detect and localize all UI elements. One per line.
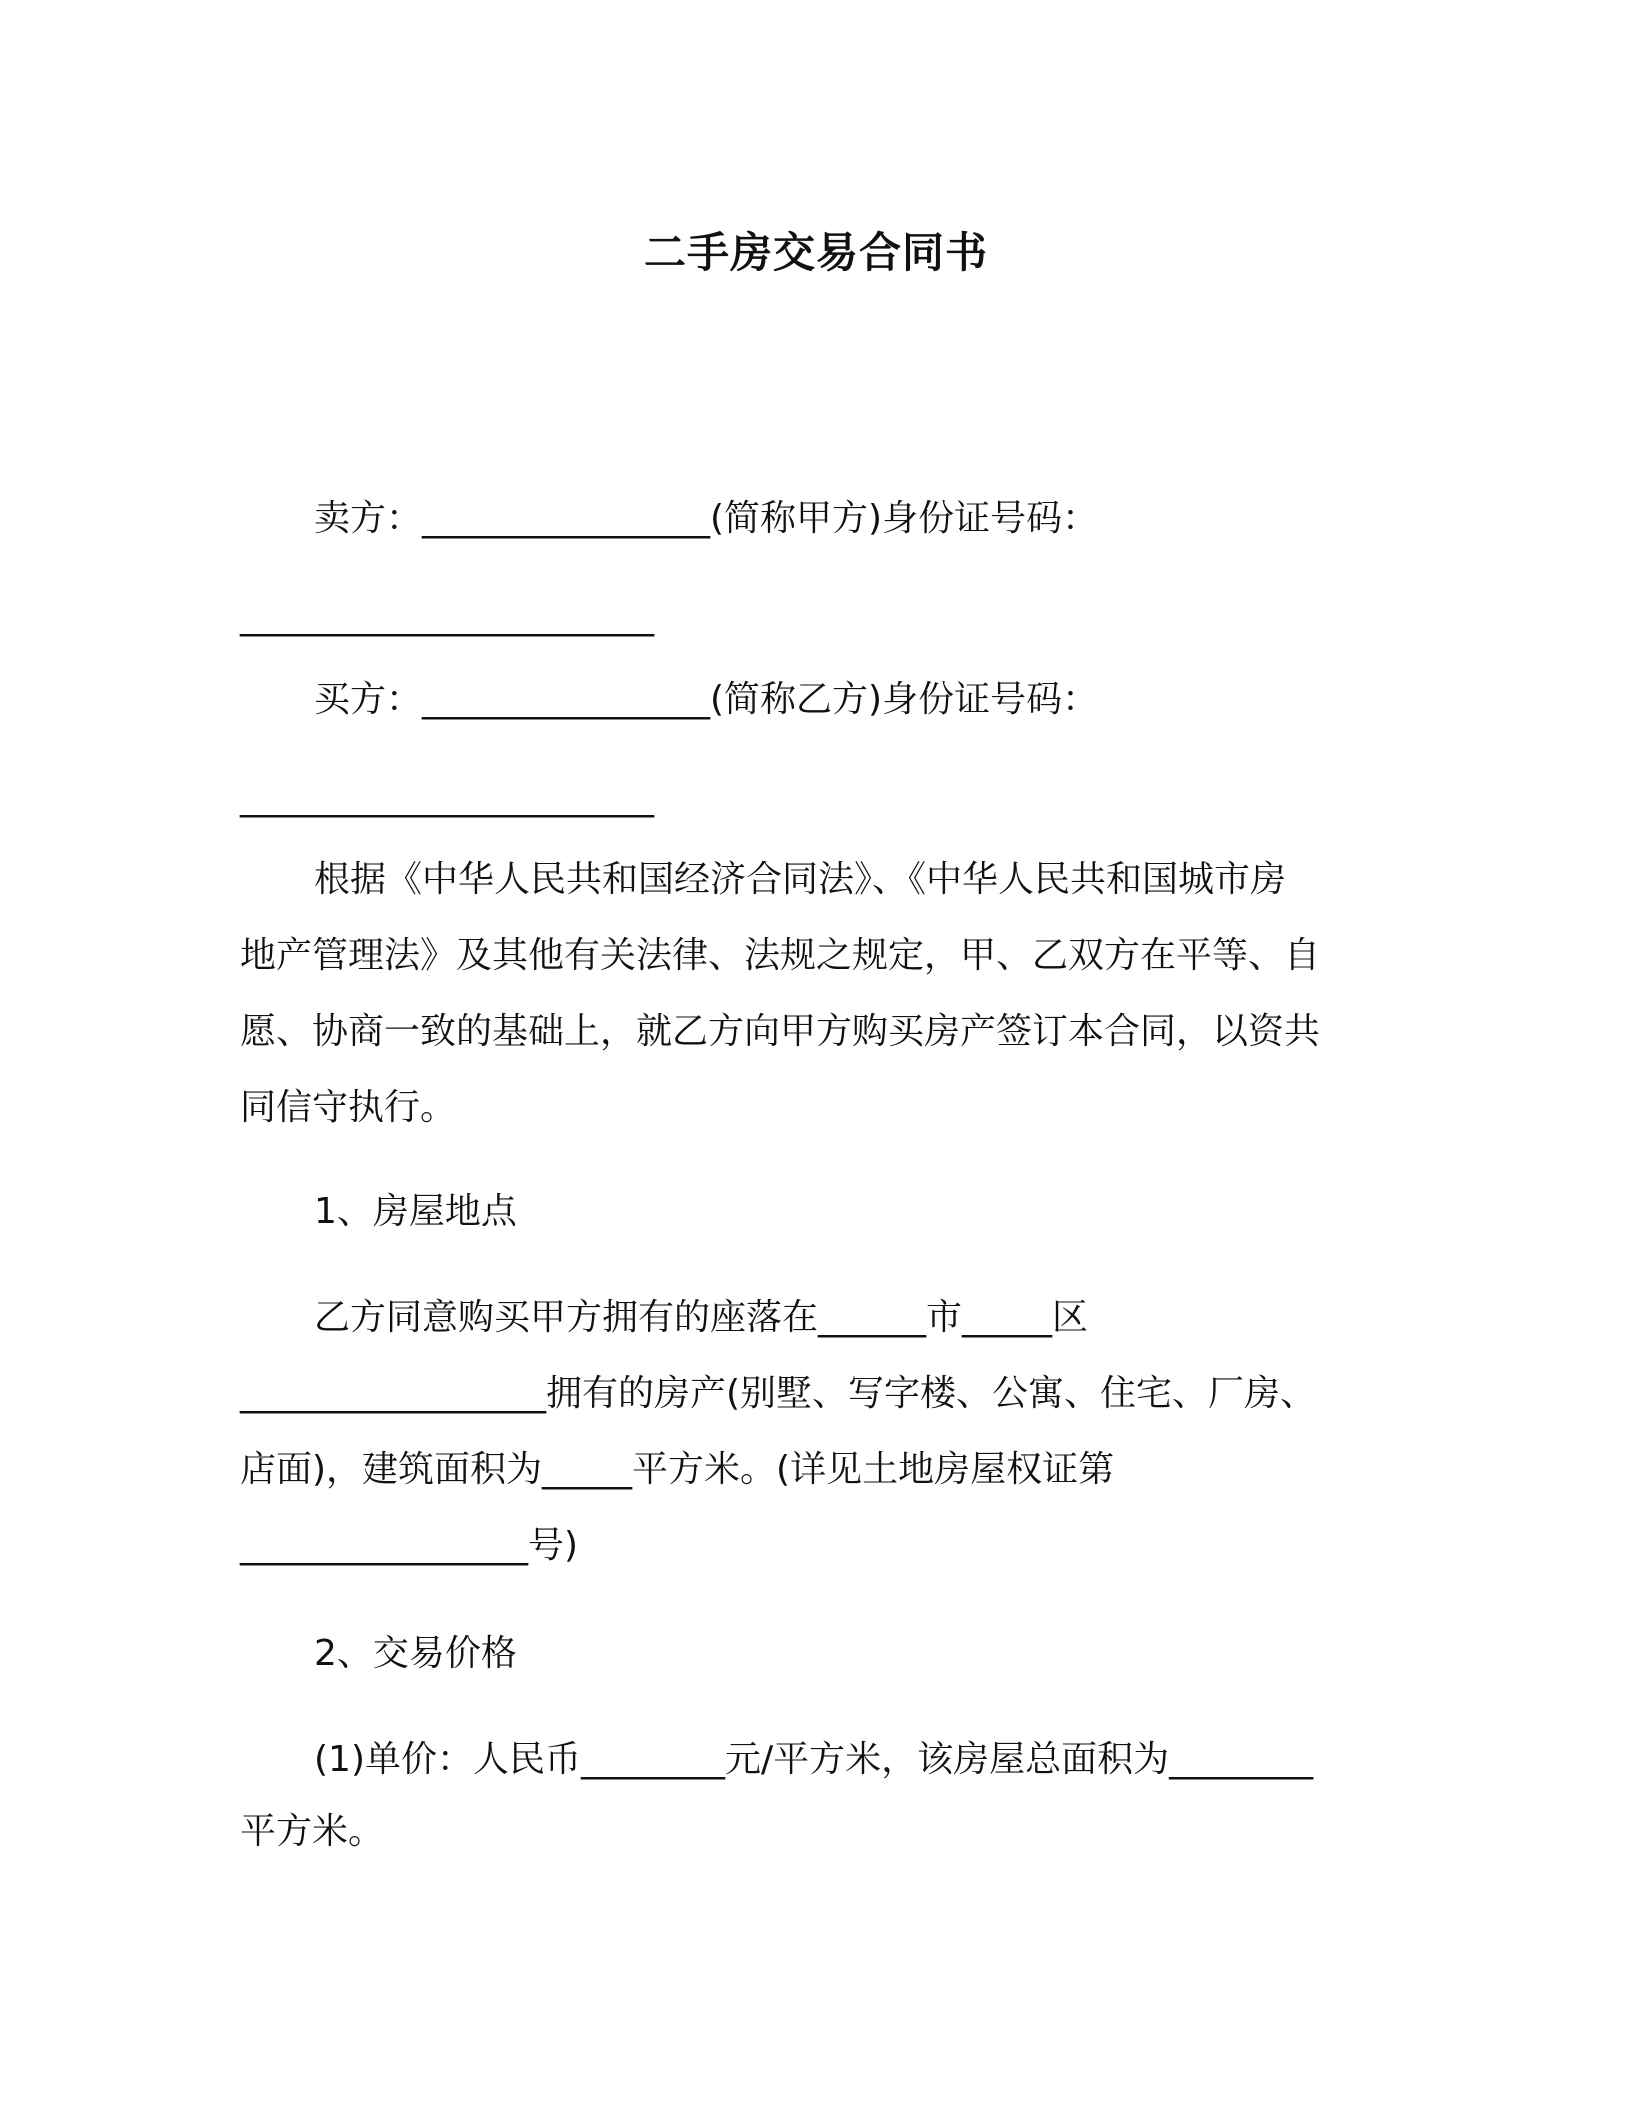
- location-line-3: 店面)，建筑面积为_____平方米。(详见土地房屋权证第: [240, 1449, 1115, 1490]
- preamble-line-3: 愿、协商一致的基础上，就乙方向甲方购买房产签订本合同，以资共: [240, 1011, 1321, 1052]
- location-line-2: _________________拥有的房产(别墅、写字楼、公寓、住宅、厂房、: [240, 1373, 1317, 1414]
- document-title: 二手房交易合同书: [643, 228, 988, 277]
- buyer-id-blank: _______________________: [240, 777, 654, 818]
- preamble-line-1: 根据《中华人民共和国经济合同法》、《中华人民共和国城市房: [314, 859, 1287, 900]
- price-line-2: 平方米。: [240, 1811, 385, 1852]
- price-line-1: (1)单价：人民币________元/平方米，该房屋总面积为________: [314, 1739, 1314, 1780]
- section-heading-location: 1、房屋地点: [314, 1191, 517, 1232]
- preamble-line-2: 地产管理法》及其他有关法律、法规之规定，甲、乙双方在平等、自: [240, 935, 1321, 976]
- location-line-1: 乙方同意购买甲方拥有的座落在______市_____区: [314, 1297, 1089, 1338]
- section-heading-price: 2、交易价格: [314, 1633, 517, 1674]
- seller-line: 卖方：________________(简称甲方)身份证号码：: [314, 498, 1099, 539]
- buyer-line: 买方：________________(简称乙方)身份证号码：: [314, 679, 1099, 720]
- location-line-4: ________________号): [240, 1525, 579, 1566]
- seller-id-blank: _______________________: [240, 596, 654, 637]
- preamble-line-4: 同信守执行。: [240, 1087, 457, 1128]
